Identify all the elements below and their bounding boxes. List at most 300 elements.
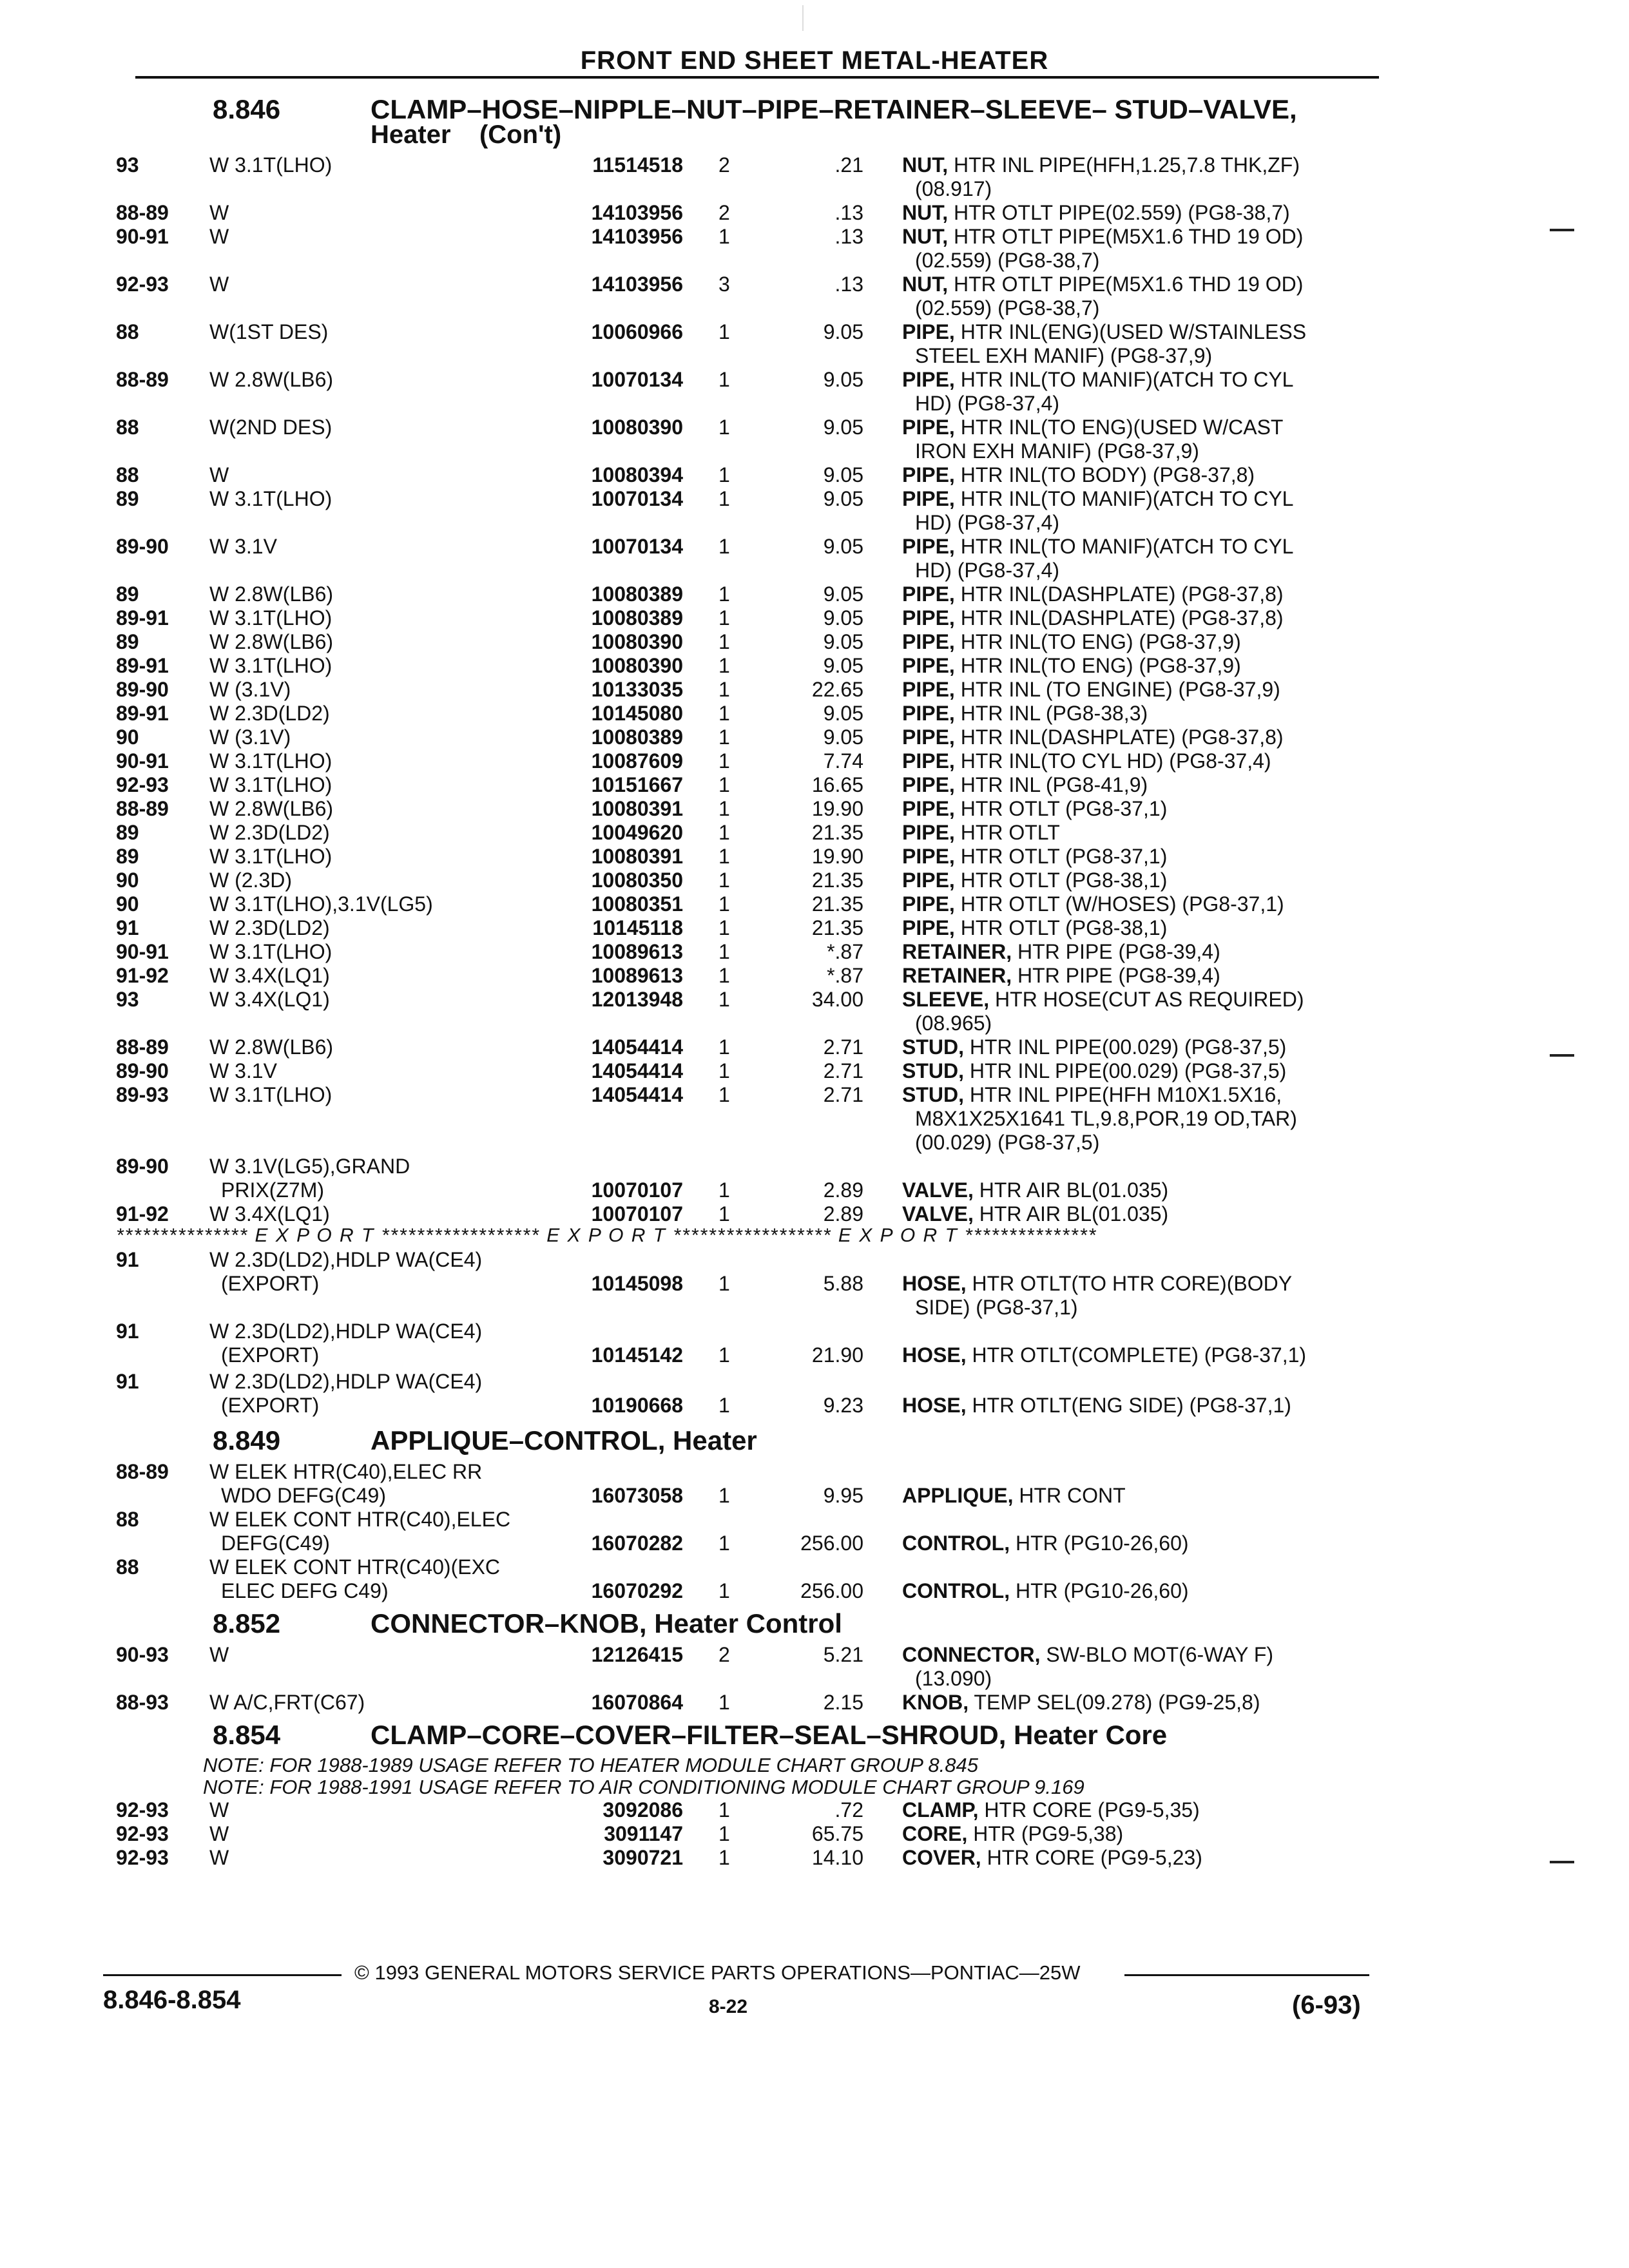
model-years: 90	[116, 726, 139, 749]
catalog-row	[116, 773, 1373, 797]
part-name-key: NUT,	[902, 273, 949, 296]
usage-description: W 2.8W(LB6)	[209, 1035, 334, 1059]
quantity: 1	[718, 1035, 730, 1059]
part-name	[902, 1691, 1373, 1715]
usage-description: W 2.3D(LD2),HDLP WA(CE4)	[209, 1320, 483, 1343]
price: .72	[834, 1798, 863, 1821]
part-name-key: PIPE,	[902, 797, 955, 820]
part-number: 16070292	[591, 1579, 683, 1602]
catalog-row	[116, 1155, 1373, 1202]
part-number: 10145098	[591, 1272, 683, 1295]
part-name-detail: HTR CORE (PG9-5,23)	[987, 1846, 1202, 1869]
price: 2.89	[823, 1202, 863, 1225]
model-years: 89-93	[116, 1083, 169, 1106]
part-name	[902, 1083, 1373, 1107]
quantity: 1	[718, 1178, 730, 1202]
part-name	[902, 416, 1373, 439]
model-years: 90-91	[116, 225, 169, 248]
usage-description: W 3.1T(LHO),3.1V(LG5)	[209, 892, 433, 916]
usage-description: W A/C,FRT(C67)	[209, 1691, 365, 1714]
quantity: 1	[718, 869, 730, 892]
quantity: 1	[718, 892, 730, 916]
part-name-cont: SIDE) (PG8-37,1)	[915, 1296, 1078, 1319]
catalog-row	[116, 416, 1373, 463]
part-name-cont: HD) (PG8-37,4)	[915, 511, 1060, 534]
part-name-key: PIPE,	[902, 892, 955, 916]
part-name	[902, 845, 1373, 869]
usage-description: W 3.1T(LHO)	[209, 749, 333, 773]
part-name	[902, 1272, 1373, 1296]
price: 21.35	[811, 869, 863, 892]
part-name	[902, 797, 1373, 821]
usage-description-cont: WDO DEFG(C49)	[221, 1484, 386, 1507]
part-name-key: APPLIQUE,	[902, 1484, 1014, 1507]
part-name-cont: HD) (PG8-37,4)	[915, 392, 1060, 415]
usage-description: W 3.1T(LHO)	[209, 487, 333, 510]
part-number: 10151667	[591, 773, 683, 796]
usage-description: W 2.3D(LD2),HDLP WA(CE4)	[209, 1370, 483, 1393]
part-number: 10080394	[591, 463, 683, 486]
quantity: 1	[718, 678, 730, 701]
part-name-detail: HTR OTLT PIPE(M5X1.6 THD 19 OD)	[954, 225, 1304, 248]
model-years: 92-93	[116, 773, 169, 796]
part-name-key: CORE,	[902, 1822, 968, 1845]
quantity: 1	[718, 1484, 730, 1507]
usage-description: W ELEK CONT HTR(C40),ELEC	[209, 1508, 511, 1531]
part-name-key: PIPE,	[902, 845, 955, 868]
price: 7.74	[823, 749, 863, 773]
usage-description: W	[209, 273, 229, 296]
usage-description: W 2.8W(LB6)	[209, 368, 334, 391]
part-name-key: PIPE,	[902, 916, 955, 939]
part-name	[902, 1178, 1373, 1202]
header-rule	[135, 76, 1379, 79]
section-title: CONNECTOR–KNOB, Heater Control	[371, 1608, 842, 1639]
part-name-detail: HTR INL (PG8-38,3)	[960, 702, 1148, 725]
part-name	[902, 1798, 1373, 1822]
catalog-row	[116, 606, 1373, 630]
part-name	[902, 1202, 1373, 1226]
section-title: CLAMP–HOSE–NIPPLE–NUT–PIPE–RETAINER–SLEEVE– STUD–VALVE,	[371, 94, 1297, 124]
price: .13	[834, 273, 863, 296]
part-name	[902, 1059, 1373, 1083]
part-name-detail: HTR (PG9-5,38)	[973, 1822, 1124, 1845]
part-number: 10190668	[591, 1394, 683, 1417]
model-years: 92-93	[116, 273, 169, 296]
part-name-key: PIPE,	[902, 368, 955, 391]
quantity: 1	[718, 773, 730, 796]
model-years: 91-92	[116, 964, 169, 987]
part-name-key: STUD,	[902, 1035, 964, 1059]
model-years: 88	[116, 463, 139, 486]
quantity: 1	[718, 1272, 730, 1295]
part-name-key: SLEEVE,	[902, 988, 990, 1011]
part-number: 14103956	[591, 225, 683, 248]
catalog-row	[116, 535, 1373, 582]
usage-description: W 2.3D(LD2)	[209, 821, 330, 844]
part-number: 16070282	[591, 1532, 683, 1555]
quantity: 2	[718, 201, 730, 224]
usage-description: W 3.1V(LG5),GRAND	[209, 1155, 410, 1178]
part-name-key: PIPE,	[902, 630, 955, 653]
part-number: 10070134	[591, 487, 683, 510]
model-years: 88	[116, 1555, 139, 1579]
scan-mark	[802, 5, 804, 31]
part-name-key: NUT,	[902, 201, 949, 224]
part-name-key: PIPE,	[902, 487, 955, 510]
part-name-cont: (02.559) (PG8-38,7)	[915, 249, 1100, 272]
part-name	[902, 582, 1373, 606]
price: *.87	[827, 964, 863, 987]
catalog-row	[116, 320, 1373, 368]
catalog-row	[116, 964, 1373, 988]
part-name-key: RETAINER,	[902, 964, 1012, 987]
quantity: 1	[718, 1202, 730, 1225]
part-name-key: KNOB,	[902, 1691, 969, 1714]
part-name	[902, 273, 1373, 296]
part-name	[902, 1532, 1373, 1555]
quantity: 1	[718, 1394, 730, 1417]
part-name-detail: HTR OTLT (PG8-38,1)	[960, 916, 1168, 939]
footer-copyright: © 1993 GENERAL MOTORS SERVICE PARTS OPERATIONS—PONTIAC—25W	[354, 1961, 1081, 1984]
usage-description: W (3.1V)	[209, 726, 291, 749]
part-name-detail: TEMP SEL(09.278) (PG9-25,8)	[974, 1691, 1260, 1714]
usage-description: W 3.1T(LHO)	[209, 773, 333, 796]
model-years: 89-91	[116, 702, 169, 725]
usage-description: W (3.1V)	[209, 678, 291, 701]
part-name-detail: HTR OTLT (W/HOSES) (PG8-37,1)	[960, 892, 1284, 916]
price: 9.05	[823, 368, 863, 391]
price: 34.00	[811, 988, 863, 1011]
model-years: 89	[116, 845, 139, 868]
price: 2.71	[823, 1035, 863, 1059]
usage-description: W 3.4X(LQ1)	[209, 1202, 330, 1225]
quantity: 1	[718, 940, 730, 963]
part-name-cont: STEEL EXH MANIF) (PG8-37,9)	[915, 344, 1213, 367]
part-number: 10089613	[591, 964, 683, 987]
part-name-key: PIPE,	[902, 869, 955, 892]
usage-description-cont: (EXPORT)	[221, 1394, 320, 1417]
model-years: 89	[116, 487, 139, 510]
catalog-row	[116, 1822, 1373, 1846]
quantity: 1	[718, 845, 730, 868]
part-name	[902, 606, 1373, 630]
catalog-row	[116, 273, 1373, 320]
part-name	[902, 1822, 1373, 1846]
usage-description: W 2.3D(LD2)	[209, 702, 330, 725]
catalog-row	[116, 869, 1373, 892]
price: 5.21	[823, 1643, 863, 1666]
quantity: 2	[718, 1643, 730, 1666]
model-years: 88	[116, 1508, 139, 1531]
part-name-detail: HTR INL(DASHPLATE) (PG8-37,8)	[960, 582, 1284, 606]
catalog-row	[116, 1370, 1373, 1420]
section-number: 8.849	[213, 1425, 281, 1456]
price: 21.90	[811, 1343, 863, 1367]
part-name-detail: HTR INL(TO MANIF)(ATCH TO CYL	[960, 535, 1294, 558]
part-number: 16073058	[591, 1484, 683, 1507]
price: 9.05	[823, 416, 863, 439]
part-number: 12013948	[591, 988, 683, 1011]
part-name-key: HOSE,	[902, 1272, 967, 1295]
part-name-detail: HTR INL (PG8-41,9)	[960, 773, 1148, 796]
catalog-row	[116, 1460, 1373, 1508]
section-heading	[116, 1425, 1373, 1456]
usage-description: W ELEK CONT HTR(C40)(EXC	[209, 1555, 501, 1579]
quantity: 1	[718, 702, 730, 725]
usage-description: W	[209, 463, 229, 486]
part-name-key: PIPE,	[902, 654, 955, 677]
price: 9.23	[823, 1394, 863, 1417]
margin-dash	[1550, 1054, 1574, 1057]
part-name-cont: M8X1X25X1641 TL,9.8,POR,19 OD,TAR)	[915, 1107, 1297, 1130]
part-name-key: CLAMP,	[902, 1798, 979, 1821]
usage-description: W(1ST DES)	[209, 320, 329, 343]
part-name-key: HOSE,	[902, 1343, 967, 1367]
catalog-row	[116, 1202, 1373, 1226]
part-name-cont: (13.090)	[915, 1667, 992, 1690]
part-name	[902, 773, 1373, 797]
part-number: 10080391	[591, 797, 683, 820]
part-name-detail: HTR AIR BL(01.035)	[979, 1178, 1169, 1202]
part-name-cont: IRON EXH MANIF) (PG8-37,9)	[915, 439, 1199, 463]
price: 2.71	[823, 1059, 863, 1082]
catalog-row	[116, 702, 1373, 726]
footer-rule-right	[1124, 1974, 1369, 1976]
catalog-row	[116, 1248, 1373, 1320]
price: 9.05	[823, 487, 863, 510]
part-number: 10089613	[591, 940, 683, 963]
part-name-detail: SW-BLO MOT(6-WAY F)	[1046, 1643, 1274, 1666]
part-name	[902, 988, 1373, 1012]
part-name	[902, 1579, 1373, 1603]
price: 19.90	[811, 797, 863, 820]
usage-description: W ELEK HTR(C40),ELEC RR	[209, 1460, 483, 1483]
section-number: 8.854	[213, 1720, 281, 1750]
model-years: 93	[116, 153, 139, 177]
catalog-row	[116, 749, 1373, 773]
model-years: 91	[116, 916, 139, 939]
part-name-detail: HTR OTLT(TO HTR CORE)(BODY	[972, 1272, 1293, 1295]
part-name-detail: HTR INL PIPE(HFH M10X1.5X16,	[969, 1083, 1282, 1106]
quantity: 1	[718, 416, 730, 439]
footer-page-number: 8-22	[709, 1996, 748, 2017]
part-number: 3091147	[604, 1822, 683, 1845]
quantity: 1	[718, 916, 730, 939]
usage-note: NOTE: FOR 1988-1991 USAGE REFER TO AIR CONDITIONING MODULE CHART GROUP 9.169	[203, 1776, 1084, 1798]
part-name-key: CONTROL,	[902, 1579, 1010, 1602]
part-name-detail: HTR INL(TO ENG) (PG8-37,9)	[960, 654, 1241, 677]
catalog-row	[116, 892, 1373, 916]
part-name	[902, 940, 1373, 964]
catalog-row	[116, 988, 1373, 1035]
model-years: 90-91	[116, 749, 169, 773]
part-number: 10070107	[591, 1178, 683, 1202]
catalog-row	[116, 821, 1373, 845]
usage-description-cont: (EXPORT)	[221, 1272, 320, 1295]
usage-description: W 2.3D(LD2),HDLP WA(CE4)	[209, 1248, 483, 1271]
part-name	[902, 702, 1373, 726]
model-years: 92-93	[116, 1846, 169, 1869]
price: .13	[834, 225, 863, 248]
part-name	[902, 630, 1373, 654]
quantity: 1	[718, 1798, 730, 1821]
usage-description: W 3.1T(LHO)	[209, 940, 333, 963]
model-years: 88-89	[116, 201, 169, 224]
part-name-detail: HTR PIPE (PG8-39,4)	[1017, 964, 1220, 987]
part-number: 10070107	[591, 1202, 683, 1225]
model-years: 89-91	[116, 606, 169, 629]
part-number: 10145142	[591, 1343, 683, 1367]
part-name-detail: HTR OTLT(COMPLETE) (PG8-37,1)	[972, 1343, 1307, 1367]
part-name	[902, 869, 1373, 892]
usage-description: W 2.3D(LD2)	[209, 916, 330, 939]
quantity: 1	[718, 225, 730, 248]
part-name	[902, 487, 1373, 511]
price: 9.05	[823, 535, 863, 558]
footer-date: (6-93)	[1292, 1991, 1361, 2019]
model-years: 89-90	[116, 535, 169, 558]
catalog-row	[116, 940, 1373, 964]
price: 2.71	[823, 1083, 863, 1106]
model-years: 89	[116, 821, 139, 844]
quantity: 1	[718, 1059, 730, 1082]
margin-dash	[1550, 229, 1574, 231]
part-name-key: HOSE,	[902, 1394, 967, 1417]
part-number: 10080390	[591, 654, 683, 677]
part-name-key: PIPE,	[902, 320, 955, 343]
part-name-detail: HTR (PG10-26,60)	[1015, 1579, 1189, 1602]
catalog-row	[116, 153, 1373, 201]
catalog-row	[116, 1035, 1373, 1059]
part-name-detail: HTR OTLT PIPE(02.559) (PG8-38,7)	[954, 201, 1290, 224]
part-name	[902, 749, 1373, 773]
part-name	[902, 153, 1373, 177]
model-years: 88-89	[116, 797, 169, 820]
part-name	[902, 463, 1373, 487]
part-number: 10080351	[591, 892, 683, 916]
model-years: 88-89	[116, 1035, 169, 1059]
quantity: 1	[718, 821, 730, 844]
quantity: 1	[718, 988, 730, 1011]
part-number: 12126415	[591, 1643, 683, 1666]
usage-description: W	[209, 1643, 229, 1666]
quantity: 1	[718, 726, 730, 749]
usage-description-cont: (EXPORT)	[221, 1343, 320, 1367]
quantity: 1	[718, 368, 730, 391]
part-number: 3092086	[602, 1798, 683, 1821]
part-name-detail: HTR INL(TO CYL HD) (PG8-37,4)	[960, 749, 1271, 773]
part-name-key: STUD,	[902, 1059, 964, 1082]
price: 9.05	[823, 463, 863, 486]
model-years: 91-92	[116, 1202, 169, 1225]
usage-description: W 2.8W(LB6)	[209, 630, 334, 653]
section-heading	[116, 94, 1373, 125]
catalog-row	[116, 678, 1373, 702]
part-name-detail: HTR INL(ENG)(USED W/STAINLESS	[960, 320, 1307, 343]
quantity: 1	[718, 1343, 730, 1367]
part-number: 10080389	[591, 582, 683, 606]
model-years: 88-89	[116, 1460, 169, 1483]
part-name	[902, 821, 1373, 845]
catalog-row	[116, 1643, 1373, 1691]
part-name	[902, 1394, 1373, 1418]
price: 9.05	[823, 726, 863, 749]
part-name	[902, 225, 1373, 249]
part-name-key: PIPE,	[902, 535, 955, 558]
part-number: 10060966	[591, 320, 683, 343]
part-number: 14103956	[591, 201, 683, 224]
price: 9.05	[823, 702, 863, 725]
part-name-detail: HTR OTLT (PG8-37,1)	[960, 797, 1168, 820]
part-name-detail: HTR HOSE(CUT AS REQUIRED)	[995, 988, 1304, 1011]
model-years: 91	[116, 1370, 139, 1393]
usage-description: W(2ND DES)	[209, 416, 333, 439]
usage-description: W	[209, 1846, 229, 1869]
part-name-detail: HTR CORE (PG9-5,35)	[984, 1798, 1200, 1821]
model-years: 92-93	[116, 1822, 169, 1845]
usage-description: W 2.8W(LB6)	[209, 797, 334, 820]
quantity: 3	[718, 273, 730, 296]
catalog-row	[116, 225, 1373, 273]
part-name-key: PIPE,	[902, 678, 955, 701]
part-number: 3090721	[602, 1846, 683, 1869]
part-name-detail: HTR INL (TO ENGINE) (PG8-37,9)	[960, 678, 1280, 701]
quantity: 1	[718, 1846, 730, 1869]
part-name-detail: HTR OTLT PIPE(M5X1.6 THD 19 OD)	[954, 273, 1304, 296]
part-number: 14054414	[591, 1035, 683, 1059]
part-number: 10049620	[591, 821, 683, 844]
part-number: 10145118	[592, 916, 683, 939]
part-name-cont: (00.029) (PG8-37,5)	[915, 1131, 1100, 1154]
catalog-row	[116, 1320, 1373, 1370]
usage-description: W 3.4X(LQ1)	[209, 964, 330, 987]
part-name-detail: HTR INL(TO MANIF)(ATCH TO CYL	[960, 368, 1294, 391]
price: 65.75	[811, 1822, 863, 1845]
part-name-detail: HTR INL PIPE(00.029) (PG8-37,5)	[969, 1059, 1287, 1082]
part-number: 10070134	[591, 368, 683, 391]
part-name-detail: HTR INL(TO ENG) (PG8-37,9)	[960, 630, 1241, 653]
margin-dash	[1550, 1861, 1574, 1863]
page-title: FRONT END SHEET METAL-HEATER	[580, 46, 1049, 75]
catalog-row	[116, 916, 1373, 940]
catalog-row	[116, 1846, 1373, 1870]
part-name	[902, 654, 1373, 678]
part-number: 10080350	[591, 869, 683, 892]
price: 256.00	[800, 1579, 863, 1602]
part-name	[902, 1343, 1373, 1367]
part-name-detail: HTR INL(DASHPLATE) (PG8-37,8)	[960, 606, 1284, 629]
quantity: 1	[718, 487, 730, 510]
price: 9.05	[823, 654, 863, 677]
price: .21	[834, 153, 863, 177]
usage-note: NOTE: FOR 1988-1989 USAGE REFER TO HEATER MODULE CHART GROUP 8.845	[203, 1754, 979, 1776]
part-name-cont: (02.559) (PG8-38,7)	[915, 296, 1100, 320]
section-subtitle: Heater (Con't)	[371, 120, 562, 149]
part-name-key: COVER,	[902, 1846, 981, 1869]
catalog-row	[116, 487, 1373, 535]
catalog-row	[116, 845, 1373, 869]
part-number: 10080389	[591, 606, 683, 629]
catalog-row	[116, 582, 1373, 606]
model-years: 88	[116, 320, 139, 343]
part-name-detail: HTR OTLT	[960, 821, 1060, 844]
price: 9.05	[823, 630, 863, 653]
model-years: 88-93	[116, 1691, 169, 1714]
price: 256.00	[800, 1532, 863, 1555]
section-title: APPLIQUE–CONTROL, Heater	[371, 1425, 757, 1456]
part-number: 10080390	[591, 416, 683, 439]
